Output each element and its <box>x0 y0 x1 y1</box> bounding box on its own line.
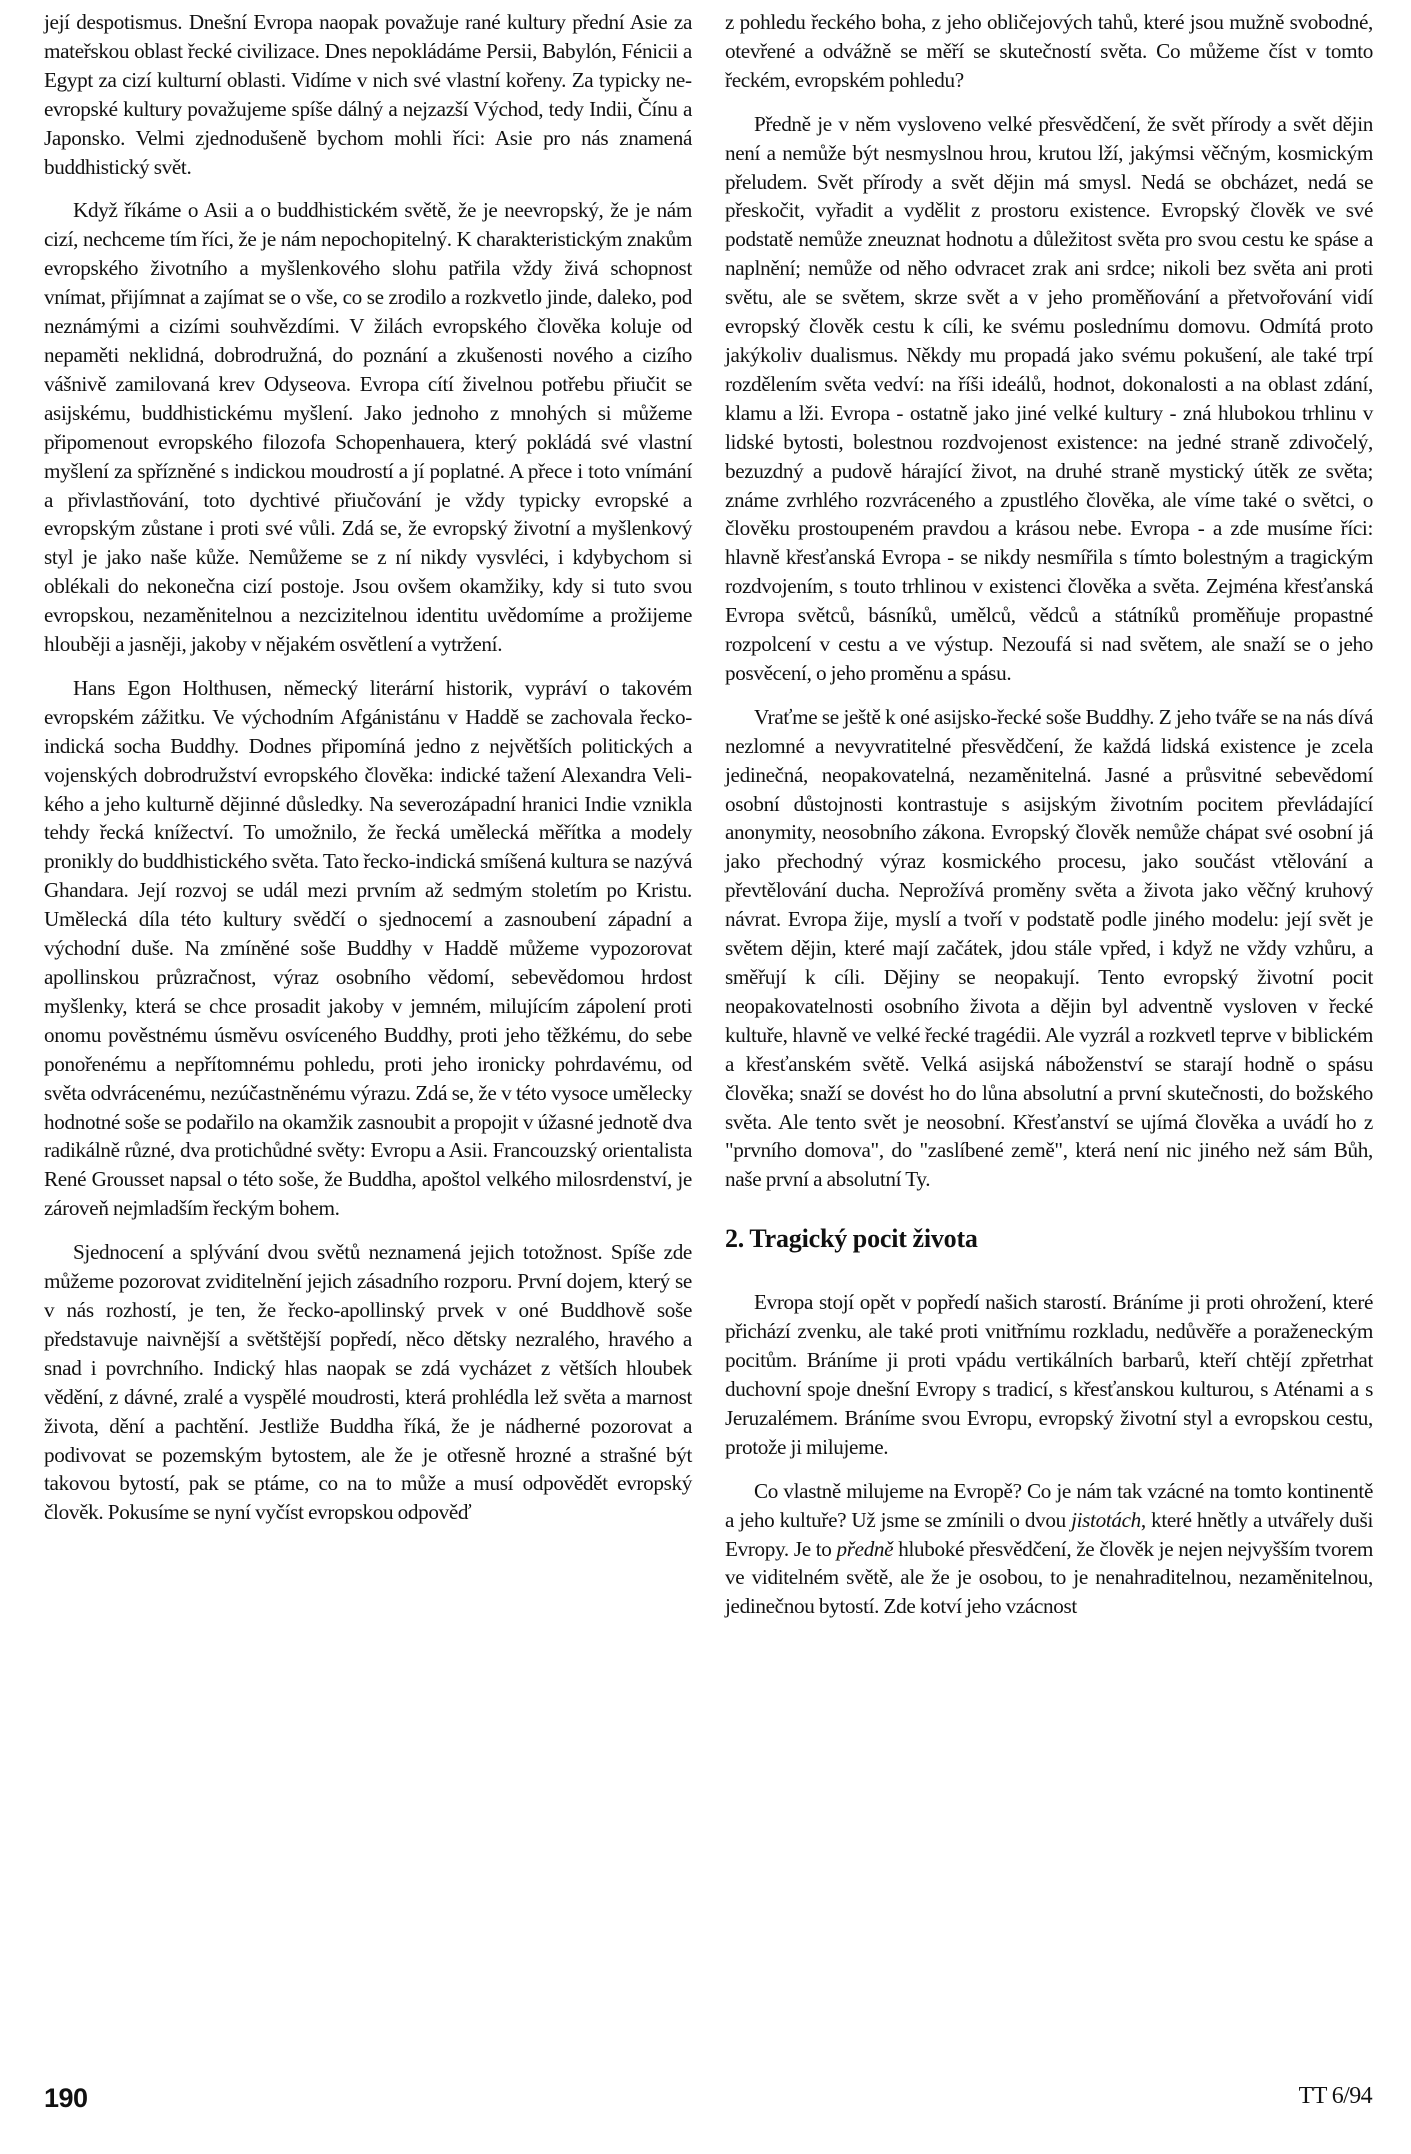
paragraph-continued: její despotismus. Dnešní Evropa naopak považuje rané kultury přední Asie za mateřskou oblast řecké civilizace. Dnes nepokládáme Persii, Babylón, Fénicii a Egypt za cizí kulturní oblasti. Vidíme v nich své vlastní kořeny. Za typicky neevropské kultury považujeme spíše dálný a nejzazší Východ, tedy Indii, Čínu a Japonsko. Velmi zjednodušeně bychom mohli říci: Asie pro nás znamená buddhistický svět. <box>44 10 692 179</box>
journal-issue-reference: TT 6/94 <box>1298 2083 1372 2109</box>
paragraph-with-emphasis <box>725 1477 1373 1622</box>
page-number: 190 <box>44 2083 88 2113</box>
paragraph-continued: z pohledu řeckého boha, z jeho obličejových tahů, které jsou mužně svobodné, otevřené a odvážně se měří se skutečností světa. Co můžeme číst v tomto řeckém, evropském pohledu? <box>725 10 1373 92</box>
paragraph: Předně je v něm vysloveno velké přesvědčení, že svět přírody a svět dějin není a nemůže být nesmyslnou hrou, krutou lží, jakýmsi věčným, kosmickým přeludem. Svět přírody a svět dějin má smysl. Nedá se obcházet, nedá se přeskočit, vyřadit a vydělit z prostoru existence. Evropský člověk ve své podstatě nemůže zneuznat hodnotu a důležitost světa pro svou cestu ke spáse a naplnění; nemůže od něho odvracet zrak ani srdce; nikoli bez světa ani proti světu, ale se světem, skrze svět a v jeho proměňování a přetvořování vidí evropský člověk cestu k cíli, ke svému poslednímu domovu. Odmítá proto jakýkoliv dualismus. Někdy mu propadá jako svému pokušení, ale také trpí rozdělením světa vedví: na říši ideálů, hodnot, dokonalosti a na oblast zdání, klamu a lži. Evropa - ostatně jako jiné velké kultury - zná hlubokou trhlinu v lidské bytosti, bolestnou rozdvojenost existence: na jedné straně zdivočelý, bezuzdný a pudově hárající život, na druhé straně mystický útěk ze světa; známe zvrhlého rozvráceného a zpustlého člověka, ale víme také o světci, o člověku prostoupeném pravdou a krásou nebe. Evropa - a zde musíme říci: hlavně křesťanská Evropa - se nikdy nesmířila s tímto bolestným a tragickým rozdvojením, s touto trhlinou v existenci člověka a světa. Zejména křesťanská Evropa světců, básníků, umělců, vědců a státníků proměňuje propastné rozpolcení v cestu a ve výstup. Nezoufá si nad světem, ale snaží se o jeho posvěcení, o jeho proměnu a spásu. <box>725 111 1373 685</box>
paragraph: Když říkáme o Asii a o buddhistickém světě, že je neevropský, že je nám cizí, nechceme tím říci, že je nám nepochopitelný. K charakteristickým znakům evropského životního a myšlenkového slohu patřila vždy živá schopnost vnímat, přijímnat a zajímat se o vše, co se zrodilo a rozkvetlo jinde, daleko, pod neznámými a cizími souhvězdími. V žilách evropského člověka koluje od nepaměti neklidná, dobrodružná, do poznání a zkušenosti nového a cizího vášnivě zamilovaná krev Odyseova. Evropa cítí živelnou potřebu přiučit se asijskému, buddhistickému myšlení. Jako jednoho z mnohých si můžeme připomenout evropského filozofa Schopenhauera, který pokládá své vlastní myšlení za spřízněné s indickou moudrostí a jí poplatné. A přece i toto vnímání a přivlastňování, toto dychtivé přiučování je vždy typicky evropské a evropským zůstane i proti své vůli. Zdá se, že evropský životní a myšlenkový styl je jako naše kůže. Nemůžeme se z ní nikdy vysvléci, i kdybychom si oblékali do nekonečna cizí postoje. Jsou ovšem okamžiky, kdy si tuto svou evropskou, nezaměnitelnou a nezcizitelnou identitu uvědomíme a prožijeme hlouběji a jasněji, jakoby v nějakém osvětlení a vytržení. <box>44 198 692 657</box>
text-run: , které hnětly a utvářely duši Evropy. Je to <box>725 1507 1373 1561</box>
right-column <box>725 8 1373 1636</box>
paragraph: Evropa stojí opět v popředí našich starostí. Bráníme ji proti ohrožení, které přichází zvenku, ale také proti vnitřnímu rozkladu, nedůvěře a poraženeckým pocitům. Bráníme ji proti vpádu vertikálních barbarů, kteří chtějí zpřetrhat duchovní spoje dnešní Evropy s tradicí, s křesťanskou kulturou, s Aténami a s Jeruzalémem. Bráníme svou Evropu, evropský životní styl a evropskou cestu, protože ji milujeme. <box>725 1290 1373 1459</box>
emphasis-text: jistotách <box>1071 1507 1141 1532</box>
section-heading: 2. Tragický pocit života <box>725 1224 978 1254</box>
paragraph: Hans Egon Holthusen, německý literární historik, vypráví o takovém evropském zážitku. Ve východním Afgánistánu v Haddě se zachovala řecko-indická socha Buddhy. Dodnes připomíná jedno z největších politických a vojenských dobrodružství evropského člověka: indické tažení Alexandra Velikého a jeho kulturně dějinné důsledky. Na severozápadní hranici Indie vznikla tehdy řecká knížectví. To umožnilo, že řecká umělecká měřítka a modely pronikly do buddhistického světa. Tato řecko-indická smíšená kultura se nazývá Ghandara. Její rozvoj se udál mezi prvním až sedmým stoletím po Kristu. Umělecká díla této kultury svědčí o sjednocemí a zasnoubení západní a východní duše. Na zmíněné soše Buddhy v Haddě můžeme vypozorovat apollinskou průzračnost, výraz osobního vědomí, sebevědomou hrdost myšlenky, která se chce prosadit jakoby v jemném, milujícím zápolení proti onomu pověstnému úsměvu osvíceného Buddhy, proti jeho těžkému, do sebe ponořenému a nepřítomnému pohledu, proti jeho ironicky pohrdavému, od světa odvrácenému, nezúčastněnému výrazu. Zdá se, že v této vysoce umělecky hodnotné soše se podařilo na okamžik zasnoubit a propojit v úžasné jednotě dva radikálně různé, dva protichůdné světy: Evropu a Asii. Francouzský orientalista René Grousset napsal o této soše, že Buddha, apoštol velkého milosrdenství, je zároveň nejmladším řeckým bohem. <box>44 675 692 1221</box>
paragraph: Sjednocení a splývání dvou světů neznamená jejich totožnost. Spíše zde můžeme pozorovat zviditelnění jejich zásadního rozporu. První dojem, který se v nás rozhostí, je ten, že řecko-apollinský prvek v oné Buddhově soše představuje naivnější a světštější popředí, něco dětsky nezralého, hravého a snad i povrchního. Indický hlas naopak se zdá vycházet z větších hloubek vědění, z dávné, zralé a vyspělé moudrosti, která prohlédla lež světa a marnost života, dění a pachtění. Jestliže Buddha říká, že je nádherné pozorovat a podivovat se pozemským bytostem, ale že je otřesně hrozné a strašné být takovou bytostí, pak se ptáme, co na to může a musí odpovědět evropský člověk. Pokusíme se nyní vyčíst evropskou odpověď <box>44 1240 692 1525</box>
text-run: hluboké přesvědčení, že člověk je nejen nejvyšším tvorem ve viditelném světě, ale že je osobou, to je nenahraditelnou, nezaměnitelnou, jedinečnou bytostí. Zde kotví jeho vzácnost <box>725 1536 1374 1619</box>
left-column <box>44 8 692 1542</box>
emphasis-text: předně <box>836 1536 894 1561</box>
text-run: Co vlastně milujeme na Evropě? Co je nám tak vzácné na tomto kontinentě a jeho kultuře? Už jsme se zmínili o dvou <box>725 1478 1373 1532</box>
paragraph: Vraťme se ještě k oné asijsko-řecké soše Buddhy. Z jeho tváře se na nás dívá nezlomné a nevyvratitelné přesvědčení, že každá lidská existence je zcela jedinečná, neopakovatelná, nezaměnitelná. Jasné a průsvitné sebevědomí osobní důstojnosti kontrastuje s asijským životním pocitem převládající anonymity, neosobního zákona. Evropský člověk nemůže chápat své osobní já jako přechodný výraz kosmického procesu, jako součást vtělování a převtělování ducha. Neprožívá proměny světa a života jako věčný kruhový návrat. Evropa žije, myslí a tvoří v podstatě podle jiného modelu: její svět je světem dějin, které mají začátek, jdou stále vpřed, i když ne vždy vzhůru, a směřují k cíli. Dějiny se neopakují. Tento evropský životní pocit neopakovatelnosti osobního života a dějin byl adventně vysloven v řecké kultuře, hlavně ve velké řecké tragédii. Ale vyzrál a rozkvetl teprve v biblickém a křesťanském světě. Velká asijská náboženství se starají hodně o spásu člověka; snaží se dovést ho do lůna absolutní a první skutečnosti, do božského světa. Ale tento svět je neosobní. Křesťanství se ujímá člověka a uvádí ho z "prvního domova", do "zaslíbené země", která není nic jiného než sám Bůh, naše první a absolutní Ty. <box>725 704 1373 1192</box>
